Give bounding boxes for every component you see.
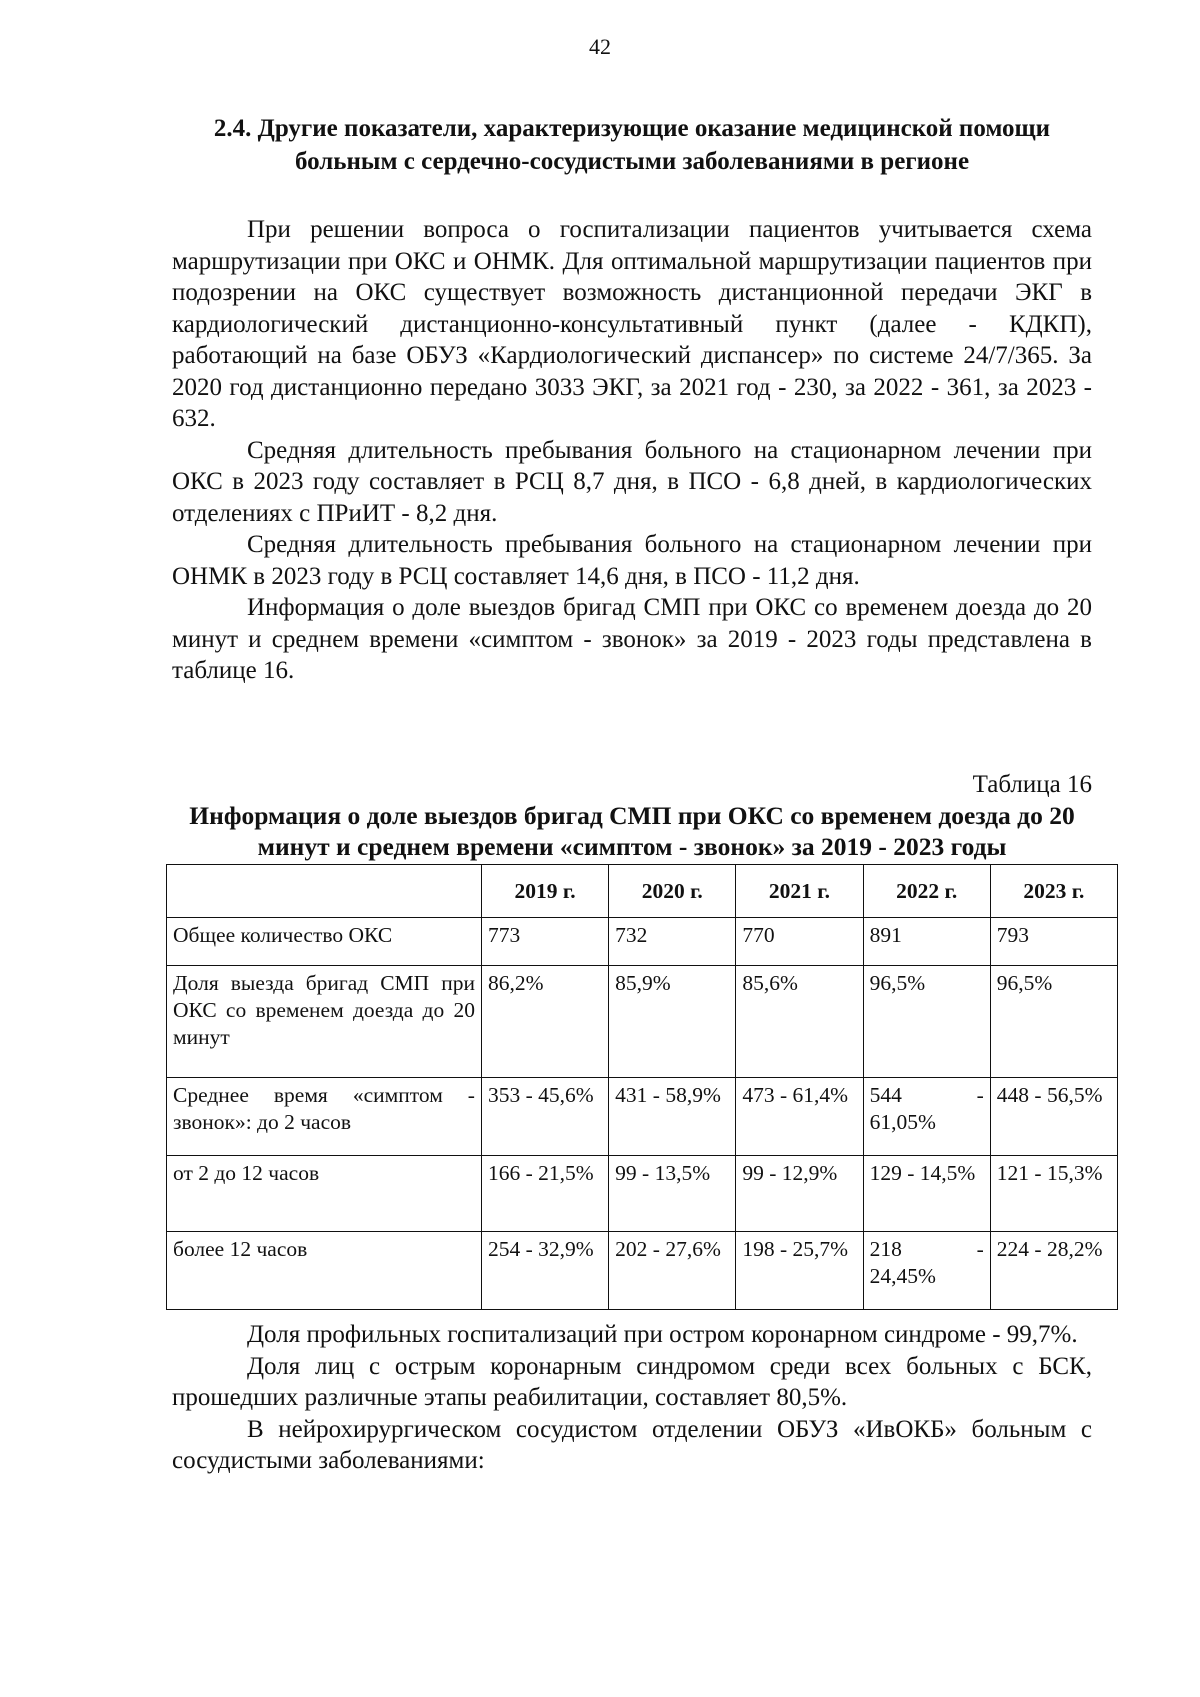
table-row: [167, 1232, 1118, 1310]
table-cell: 96,5%: [990, 966, 1117, 1078]
table-caption: Таблица 16: [972, 771, 1092, 798]
table-cell: 99 - 12,9%: [736, 1156, 863, 1232]
paragraph-onmk-stay: Средняя длительность пребывания больного на стационарном лечении при ОНМК в 2023 году в РСЦ составляет 14,6 дня, в ПСО - 11,2 дня.: [172, 531, 1092, 590]
table-cell: 353 - 45,6%: [481, 1078, 608, 1156]
row-label: Общее количество ОКС: [167, 918, 482, 966]
table-cell: 544 - 61,05%: [863, 1078, 990, 1156]
header-cell-2023: 2023 г.: [990, 865, 1117, 918]
table-row: [167, 1156, 1118, 1232]
table-cell: 198 - 25,7%: [736, 1232, 863, 1310]
paragraph-profile-hosp: Доля профильных госпитализаций при остром коронарном синдроме - 99,7%.: [247, 1321, 1078, 1348]
table-cell: 473 - 61,4%: [736, 1078, 863, 1156]
row-label: от 2 до 12 часов: [167, 1156, 482, 1232]
row-label: Доля выезда бригад СМП при ОКС со временем доезда до 20 минут: [167, 966, 482, 1078]
table-title: Информация о доле выездов бригад СМП при ОКС со временем доезда до 20 минут и среднем времени «симптом - звонок» за 2019 - 2023 годы: [189, 801, 1075, 861]
table-cell: 121 - 15,3%: [990, 1156, 1117, 1232]
paragraph-oks-stay: Средняя длительность пребывания больного на стационарном лечении при ОКС в 2023 году составляет в РСЦ 8,7 дня, в ПСО - 6,8 дней, в кардиологических отделениях с ПРиИТ - 8,2 дня.: [172, 436, 1092, 527]
table-cell: 166 - 21,5%: [481, 1156, 608, 1232]
table-row: [167, 966, 1118, 1078]
table-cell: 99 - 13,5%: [609, 1156, 736, 1232]
table-cell: 85,9%: [609, 966, 736, 1078]
header-cell-2022: 2022 г.: [863, 865, 990, 918]
table-cell: 224 - 28,2%: [990, 1232, 1117, 1310]
table-cell: 431 - 58,9%: [609, 1078, 736, 1156]
table-cell: 448 - 56,5%: [990, 1078, 1117, 1156]
table-row: [167, 918, 1118, 966]
table-row: [167, 1078, 1118, 1156]
table-cell: 129 - 14,5%: [863, 1156, 990, 1232]
row-label: Среднее время «симптом - звонок»: до 2 часов: [167, 1078, 482, 1156]
body-text-before-table: [172, 214, 1092, 687]
table-cell: 85,6%: [736, 966, 863, 1078]
body-text-after-table: [172, 1319, 1092, 1477]
header-cell-2021: 2021 г.: [736, 865, 863, 918]
table-cell: 254 - 32,9%: [481, 1232, 608, 1310]
page-number: 42: [589, 34, 611, 59]
table-cell: 202 - 27,6%: [609, 1232, 736, 1310]
header-cell-2019: 2019 г.: [481, 865, 608, 918]
paragraph-rehab: Доля лиц с острым коронарным синдромом среди всех больных с БСК, прошедших различные этапы реабилитации, составляет 80,5%.: [172, 1352, 1092, 1411]
section-heading: 2.4. Другие показатели, характеризующие оказание медицинской помощи больным с сердечно-сосудистыми заболеваниями в регионе: [213, 115, 1051, 175]
table-cell: 773: [481, 918, 608, 966]
paragraph-neurosurgery: В нейрохирургическом сосудистом отделении ОБУЗ «ИвОКБ» больным с сосудистыми заболеваниями:: [172, 1415, 1092, 1474]
header-cell-2020: 2020 г.: [609, 865, 736, 918]
table-cell: 891: [863, 918, 990, 966]
paragraph-table-intro: Информация о доле выездов бригад СМП при ОКС со временем доезда до 20 минут и среднем времени «симптом - звонок» за 2019 - 2023 годы представлена в таблице 16.: [172, 594, 1092, 684]
table-header-row: [167, 865, 1118, 918]
table-cell: 96,5%: [863, 966, 990, 1078]
table-cell: 793: [990, 918, 1117, 966]
header-cell-empty: [167, 865, 482, 918]
table-cell: 86,2%: [481, 966, 608, 1078]
table-cell: 732: [609, 918, 736, 966]
table-cell: 770: [736, 918, 863, 966]
table-cell: 218 - 24,45%: [863, 1232, 990, 1310]
smp-table: [166, 864, 1118, 1310]
row-label: более 12 часов: [167, 1232, 482, 1310]
paragraph-routing: При решении вопроса о госпитализации пациентов учитывается схема маршрутизации при ОКС и ОНМК. Для оптимальной маршрутизации пациентов при подозрении на ОКС существует возможность дистанционной передачи ЭКГ в кардиологический дистанционно-консультативный пункт (далее - КДКП), работающий на базе ОБУЗ «Кардиологический диспансер» по системе 24/7/365. За 2020 год дистанционно передано 3033 ЭКГ, за 2021 год - 230, за 2022 - 361, за 2023 - 632.: [172, 216, 1092, 432]
